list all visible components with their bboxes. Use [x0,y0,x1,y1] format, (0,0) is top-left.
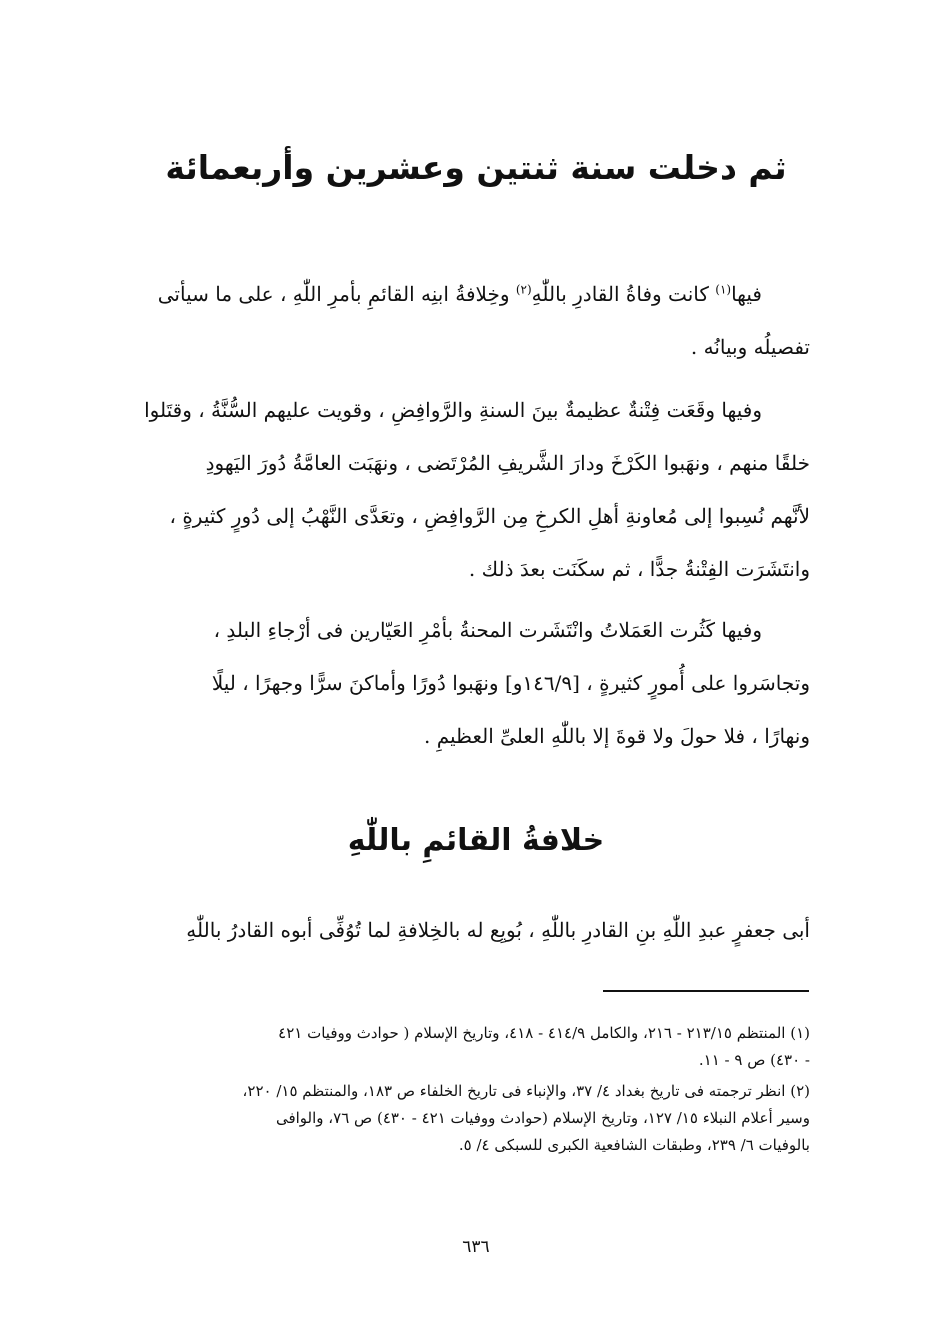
paragraph-line: وفيها كَثُرت العَمَلاتُ وانْتَشَرت المحنةُ بأمْرِ العَيّارين فى أرْجاءِ البلدِ ، [213,618,762,642]
paragraph-line: وفيها وقَعَت فِتْنةٌ عظيمةٌ بينَ السنةِ والرَّوافِضِ ، وقويت عليهم السُّنَّةُ ، وقتَلوا [144,398,762,422]
paragraph-caliph-death [100,268,810,374]
footnotes [100,1020,810,1163]
paragraph-line: ونهارًا ، فلا حولَ ولا قوةَ إلا باللّٰهِ العلىِّ العظيمِ . [424,724,810,748]
paragraph-line [100,268,810,321]
footnote-1 [100,1020,810,1074]
footnote-line: (٢) انظر ترجمته فى تاريخ بغداد ٤/ ٣٧، والإنباء فى تاريخ الخلفاء ص ١٨٣، والمنتظم ١٥/ ٢٢٠، [242,1082,810,1100]
paragraph-line: تفصيلُه وبيانُه . [690,335,810,359]
footnote-2 [100,1078,810,1159]
year-heading: ثم دخلت سنة ثنتين وعشرين وأربعمائة [165,148,787,187]
text-run: وخِلافةُ ابنِه القائمِ بأمرِ اللّٰهِ ، على ما سيأتى [157,282,510,306]
footnote-marker[interactable]: (٢) [515,282,532,297]
paragraph-al-qaim [100,904,810,957]
footnote-line: (١) المنتظم ٢١٣/١٥ - ٢١٦، والكامل ٤١٤/٩ - ٤١٨، وتاريخ الإسلام ( حوادث ووفيات ٤٢١ [278,1024,810,1042]
footnote-line: بالوفيات ٦/ ٢٣٩، وطبقات الشافعية الكبرى للسبكى ٤/ ٥. [458,1136,810,1154]
paragraph-ayyarin [100,604,810,763]
footnote-line: وسير أعلام النبلاء ١٥/ ١٢٧، وتاريخ الإسلام (حوادث ووفيات ٤٢١ - ٤٣٠) ص ٧٦، والوافى [275,1109,810,1127]
section-heading: خلافةُ القائمِ باللّٰهِ [347,823,605,858]
paragraph-line: وانتَشَرَت الفِتْنةُ جدًّا ، ثم سكَنَت بعدَ ذلك . [468,557,810,581]
paragraph-fitna [100,384,810,596]
paragraph-line: لأنَّهم نُسِبوا إلى مُعاونةِ أهلِ الكرخِ مِن الرَّوافِضِ ، وتعَدَّى النَّهْبُ إلى دُورٍ كثيرةٍ ، [169,504,810,528]
footnote-separator [603,990,809,992]
paragraph-line: خلقًا منهم ، ونهَبوا الكَرْخَ ودارَ الشَّريفِ المُرْتَضى ، ونهَبَت العامَّةُ دُورَ اليَهودِ [205,451,810,475]
text-run: فيها [731,282,762,306]
paragraph-line: وتجاسَروا على أُمورٍ كثيرةٍ ، [١٤٦/٩و] ونهَبوا دُورًا وأماكنَ سرًّا وجهرًا ، ليلًا [211,671,810,695]
page-number: ٦٣٦ [462,1237,490,1257]
text-run: كانت وفاةُ القادرِ باللّٰهِ [531,282,709,306]
paragraph-line: أبى جعفرٍ عبدِ اللّٰهِ بنِ القادرِ باللّٰهِ ، بُويِع له بالخِلافةِ لما تُوُفِّى أبوه القادرُ باللّٰهِ [186,918,810,942]
footnote-line: - ٤٣٠) ص ٩ - ١١. [698,1051,810,1069]
footnote-marker[interactable]: (١) [715,282,732,297]
